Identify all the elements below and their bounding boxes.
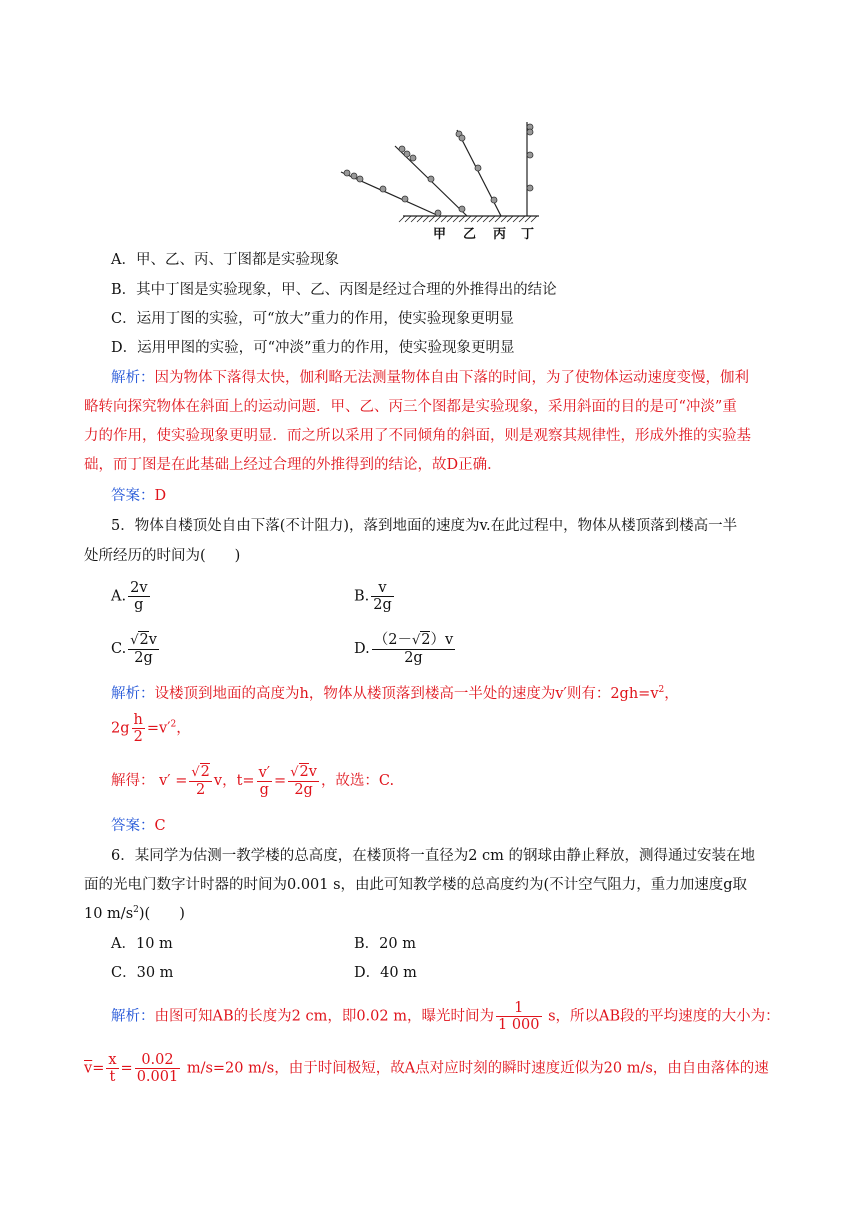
q6-option-a: A．10 m [111, 936, 173, 952]
q4-explanation-line3: 力的作用，使实验现象更明显．而之所以采用了不同倾角的斜面，则是观察其规律性，形成外推的实验基 [84, 428, 751, 444]
q5-option-d: D. $\frac{(2-√2)v}{2g}$ [354, 632, 454, 666]
q6-stem-line3: 10 $m/s^2$)( ) [84, 905, 185, 922]
answer-label: 答案： [111, 488, 155, 504]
label-ding: 丁 [521, 227, 535, 242]
q6-option-b: B．20 m [354, 936, 416, 952]
inclined-plane-figure [335, 118, 555, 244]
q4-option-d: D．运用甲图的实验，可“冲淡”重力的作用，使实验现象更明显 [111, 340, 515, 356]
q4-answer: 答案：D [111, 488, 167, 504]
q5-explanation-line3: 解得： v′ = $\frac{√2}{2}$ v，t= $\frac{v'}{g}$ = $\frac{√2v}{2g}$ ，故选：C. [111, 764, 395, 798]
q6-option-d: D．40 m [354, 965, 417, 981]
q4-option-a: A．甲、乙、丙、丁图都是实验现象 [111, 252, 339, 268]
label-jia: 甲 [433, 227, 447, 242]
label-bing: 丙 [493, 227, 507, 242]
q4-explanation-line4: 础，而丁图是在此基础上经过合理的外推得到的结论，故D正确． [84, 457, 502, 473]
q6-explanation-line1: 解析：由图可知AB的长度为2 cm，即0.02 m，曝光时间为 $\frac{1}{1 000}$ s，所以AB段的平均速度的大小为： [111, 1000, 780, 1033]
q5-stem-line2: 处所经历的时间为( ) [84, 548, 241, 564]
q6-stem-line1: 6．某同学为估测一教学楼的总高度，在楼顶将一直径为2 cm 的钢球由静止释放，测得通过安装在地 [111, 848, 756, 864]
q5-explanation-line2: 2g $\frac{h}{2}$ $=v'^2$， [111, 712, 191, 745]
q5-answer: 答案：C [111, 818, 166, 834]
q4-option-b: B．其中丁图是实验现象，甲、乙、丙图是经过合理的外推得出的结论 [111, 282, 557, 298]
q6-explanation-line2: $\overline{v}=$ $\frac{x}{t}$ = $\frac{0.02}{0.001}$ m/s=20 m/s，由于时间极短，故A点对应时刻的瞬时速度近似为20 m/s，由自由落体的速 [84, 1052, 769, 1085]
label-yi: 乙 [463, 227, 477, 242]
q6-stem-line2: 面的光电门数字计时器的时间为0.001 s，由此可知教学楼的总高度约为(不计空气阻力，重力加速度g取 [84, 877, 747, 893]
q6-option-c: C．30 m [111, 965, 174, 981]
q5-explanation-line1: 解析：设楼顶到地面的高度为h，物体从楼顶落到楼高一半处的速度为v′则有：$2gh=v^2$， [111, 685, 679, 702]
explanation-label: 解析： [111, 370, 155, 386]
q5-option-a: A. $\frac{2v}{g}$ [111, 580, 148, 613]
q4-explanation-line1: 解析：因为物体下落得太快，伽利略无法测量物体自由下落的时间，为了使物体运动速度变慢，伽利 [111, 370, 749, 386]
q5-stem-line1: 5．物体自楼顶处自由下落(不计阻力)，落到地面的速度为v.在此过程中，物体从楼顶落到楼高一半 [111, 518, 738, 534]
q4-explanation-line2: 略转向探究物体在斜面上的运动问题．甲、乙、丙三个图都是实验现象，采用斜面的目的是可“冲淡”重 [84, 399, 737, 415]
q5-option-c: C. $\frac{√2v}{2g}$ [111, 632, 157, 666]
q5-option-b: B. $\frac{v}{2g}$ [354, 580, 392, 613]
q4-option-c: C．运用丁图的实验，可“放大”重力的作用，使实验现象更明显 [111, 311, 514, 327]
